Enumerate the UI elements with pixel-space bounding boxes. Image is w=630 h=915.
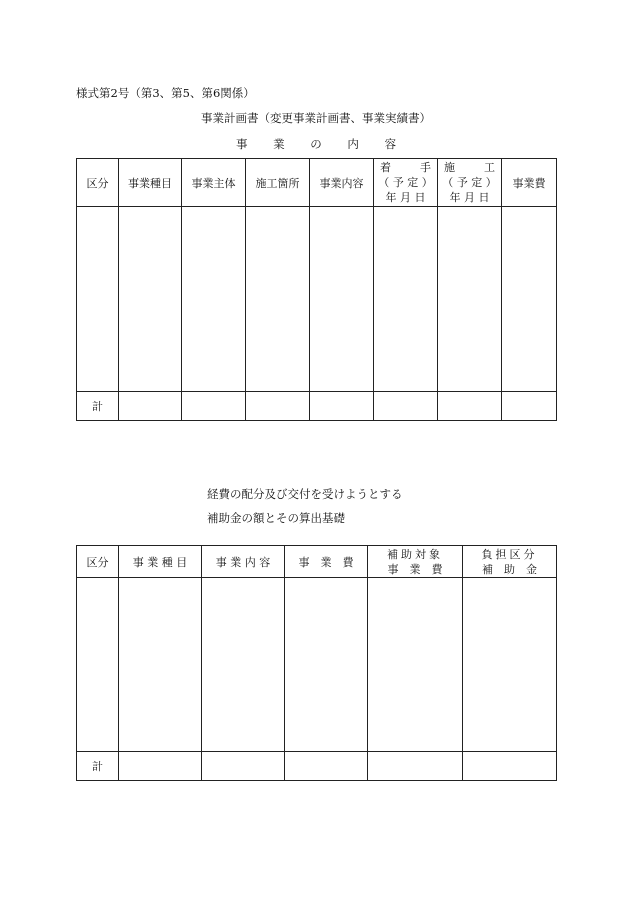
completion-char-b: 工 bbox=[484, 161, 495, 174]
header-project-content: 事 業 内 容 bbox=[202, 546, 285, 578]
total-label: 計 bbox=[77, 392, 119, 421]
body-cell bbox=[77, 578, 119, 752]
table1-total-row bbox=[77, 392, 557, 421]
header-work-location: 施工箇所 bbox=[246, 159, 310, 207]
body-cell bbox=[438, 207, 502, 392]
section1-heading-char: の bbox=[310, 137, 322, 151]
total-cell bbox=[438, 392, 502, 421]
body-cell bbox=[202, 578, 285, 752]
body-cell bbox=[310, 207, 374, 392]
total-cell bbox=[285, 752, 368, 781]
total-label: 計 bbox=[77, 752, 119, 781]
start-planned: （ 予 定 ） bbox=[378, 176, 433, 189]
table2-total-row bbox=[77, 752, 557, 781]
body-cell bbox=[502, 207, 557, 392]
total-cell bbox=[310, 392, 374, 421]
header-burden-share bbox=[463, 546, 557, 578]
table1-body-row bbox=[77, 207, 557, 392]
total-cell bbox=[182, 392, 246, 421]
completion-ymd: 年 月 日 bbox=[449, 191, 490, 204]
table2-body-row bbox=[77, 578, 557, 752]
section1-heading bbox=[76, 136, 556, 152]
body-cell bbox=[182, 207, 246, 392]
body-cell bbox=[368, 578, 463, 752]
body-cell bbox=[246, 207, 310, 392]
subsidy-allocation-table bbox=[76, 545, 557, 781]
section1-heading-char: 事 bbox=[235, 137, 248, 151]
total-cell bbox=[502, 392, 557, 421]
header-kubun: 区分 bbox=[77, 159, 119, 207]
header-project-cost: 事 業 費 bbox=[285, 546, 368, 578]
header-project-owner: 事業主体 bbox=[182, 159, 246, 207]
document-title: 事業計画書（変更事業計画書、事業実績書） bbox=[201, 111, 431, 125]
header-project-cost: 事業費 bbox=[502, 159, 557, 207]
body-cell bbox=[374, 207, 438, 392]
section1-heading-char: 業 bbox=[273, 137, 285, 151]
body-cell bbox=[463, 578, 557, 752]
completion-planned: （ 予 定 ） bbox=[442, 176, 497, 189]
burden-share-line1: 負担区分 bbox=[481, 547, 538, 561]
total-cell bbox=[119, 752, 202, 781]
total-cell bbox=[463, 752, 557, 781]
body-cell bbox=[119, 207, 182, 392]
header-project-content: 事業内容 bbox=[310, 159, 374, 207]
section2-heading-line1: 経費の配分及び交付を受けようとする bbox=[207, 487, 403, 501]
section1-heading-char: 容 bbox=[384, 137, 397, 151]
subsidy-target-line2: 事 業 費 bbox=[387, 562, 443, 576]
total-cell bbox=[374, 392, 438, 421]
burden-share-line2: 補 助 金 bbox=[482, 562, 537, 576]
section2-heading-line2: 補助金の額とその算出基礎 bbox=[207, 511, 345, 525]
header-project-type: 事業種目 bbox=[119, 159, 182, 207]
section1-heading-char: 内 bbox=[347, 137, 359, 151]
header-subsidy-target-cost bbox=[368, 546, 463, 578]
header-start-date bbox=[374, 159, 438, 207]
table2-header-row bbox=[77, 546, 557, 578]
form-number-label: 様式第2号（第3、第5、第6関係） bbox=[76, 86, 255, 100]
project-content-table bbox=[76, 158, 557, 421]
start-ymd: 年 月 日 bbox=[385, 191, 426, 204]
header-kubun: 区分 bbox=[77, 546, 119, 578]
body-cell bbox=[119, 578, 202, 752]
header-project-type: 事 業 種 目 bbox=[119, 546, 202, 578]
completion-char-a: 施 bbox=[444, 161, 455, 174]
total-cell bbox=[202, 752, 285, 781]
table1-header-row bbox=[77, 159, 557, 207]
total-cell bbox=[119, 392, 182, 421]
start-char-b: 手 bbox=[420, 161, 431, 174]
start-char-a: 着 bbox=[380, 161, 391, 174]
subsidy-target-line1: 補助対象 bbox=[387, 547, 443, 561]
header-completion-date bbox=[438, 159, 502, 207]
total-cell bbox=[368, 752, 463, 781]
body-cell bbox=[285, 578, 368, 752]
body-cell bbox=[77, 207, 119, 392]
total-cell bbox=[246, 392, 310, 421]
